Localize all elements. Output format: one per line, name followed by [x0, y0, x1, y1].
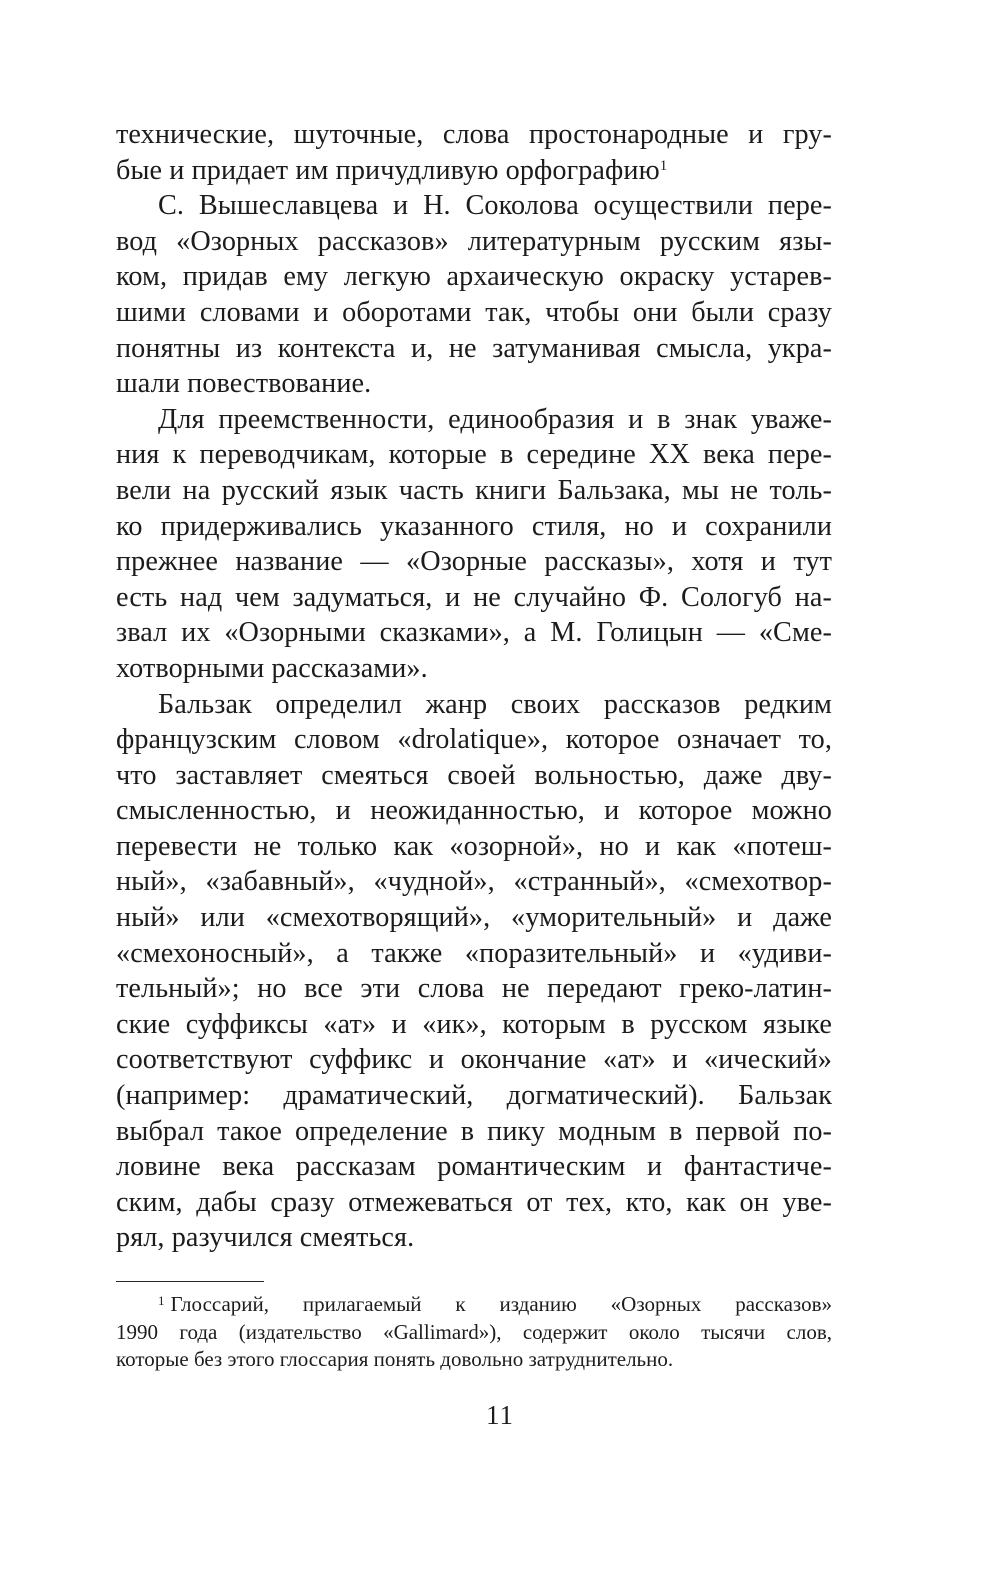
text-line: технические, шуточные, слова простонародные и гру- [116, 119, 832, 150]
footnote-reference[interactable]: 1 [659, 157, 668, 174]
text-line: шали повествование. [116, 368, 372, 400]
paragraph-start-line: Бальзак определил жанр своих рассказов редким [158, 688, 832, 720]
text-line: ный», «забавный», «чудной», «странный», «смехотвор- [116, 866, 832, 898]
text-line: ком, придав ему легкую архаическую окраску устарев- [116, 261, 832, 293]
paragraph-start-line: Для преемственности, единообразия и в знак уваже- [158, 403, 832, 435]
text-line: понятны из контекста и, не затуманивая смысла, укра- [116, 332, 832, 364]
text-line: ловине века рассказам романтическим и фантастиче- [116, 1151, 832, 1183]
footnote [116, 1291, 832, 1374]
text-line: есть над чем задуматься, и не случайно Ф. Сологуб на- [116, 581, 832, 613]
footnote-line: 1990 года (издательство «Gallimard»), содержит около тысячи слов, [116, 1319, 832, 1344]
text-line: что заставляет смеяться своей вольностью, даже дву- [116, 759, 832, 791]
paragraph-start-line: С. Вышеславцева и Н. Соколова осуществили пере- [158, 190, 832, 222]
main-text [116, 117, 832, 1256]
text-line: соответствуют суффикс и окончание «ат» и «ический» [116, 1044, 832, 1076]
text-line: ские суффиксы «ат» и «ик», которым в русском языке [116, 1008, 832, 1040]
text-line: французским словом «drolatique», которое означает то, [116, 724, 832, 756]
text-line: вод «Озорных рассказов» литературным русским язы- [116, 225, 832, 257]
text-line: шими словами и оборотами так, чтобы они были сразу [116, 296, 832, 328]
text-line: тельный»; но все эти слова не передают греко-латин- [116, 973, 832, 1005]
text-line: вели на русский язык часть книги Бальзака, мы не толь- [116, 474, 832, 506]
text-line: перевести не только как «озорной», но и как «потеш- [116, 830, 832, 862]
text-line: «смехоносный», а также «поразительный» и «удиви- [116, 937, 832, 969]
page-number: 11 [486, 1400, 514, 1430]
text-line: прежнее название — «Озорные рассказы», хотя и тут [116, 546, 832, 578]
text-line: звал их «Озорными сказками», а М. Голицын — «Сме- [116, 617, 832, 649]
text-line: бые и придает им причудливую орфографию$^1$ [116, 154, 668, 186]
text-line: смысленностью, и неожиданностью, и которое можно [116, 795, 832, 827]
text-line: рял, разучился смеяться. [116, 1222, 415, 1254]
footnote-line: $^1$ Глоссарий, прилагаемый к изданию «Озорных рассказов» [158, 1292, 832, 1316]
text-line: ный» или «смехотворящий», «уморительный» и даже [116, 902, 832, 934]
text-line: ко придерживались указанного стиля, но и сохранили [116, 510, 832, 542]
footnote-line: которые без этого глоссария понять довольно затруднительно. [116, 1347, 674, 1371]
footnote-marker: 1 [158, 1293, 165, 1308]
text-line: ния к переводчикам, которые в середине XX века пере- [116, 439, 832, 471]
text-line: ским, дабы сразу отмежеваться от тех, кто, как он уве- [116, 1186, 832, 1218]
text-line: (например: драматический, догматический). Бальзак [116, 1080, 832, 1112]
text-line: хотворными рассказами». [116, 652, 428, 684]
footnote-divider [116, 1281, 264, 1282]
text-line: выбрал такое определение в пику модным в первой по- [116, 1115, 832, 1147]
